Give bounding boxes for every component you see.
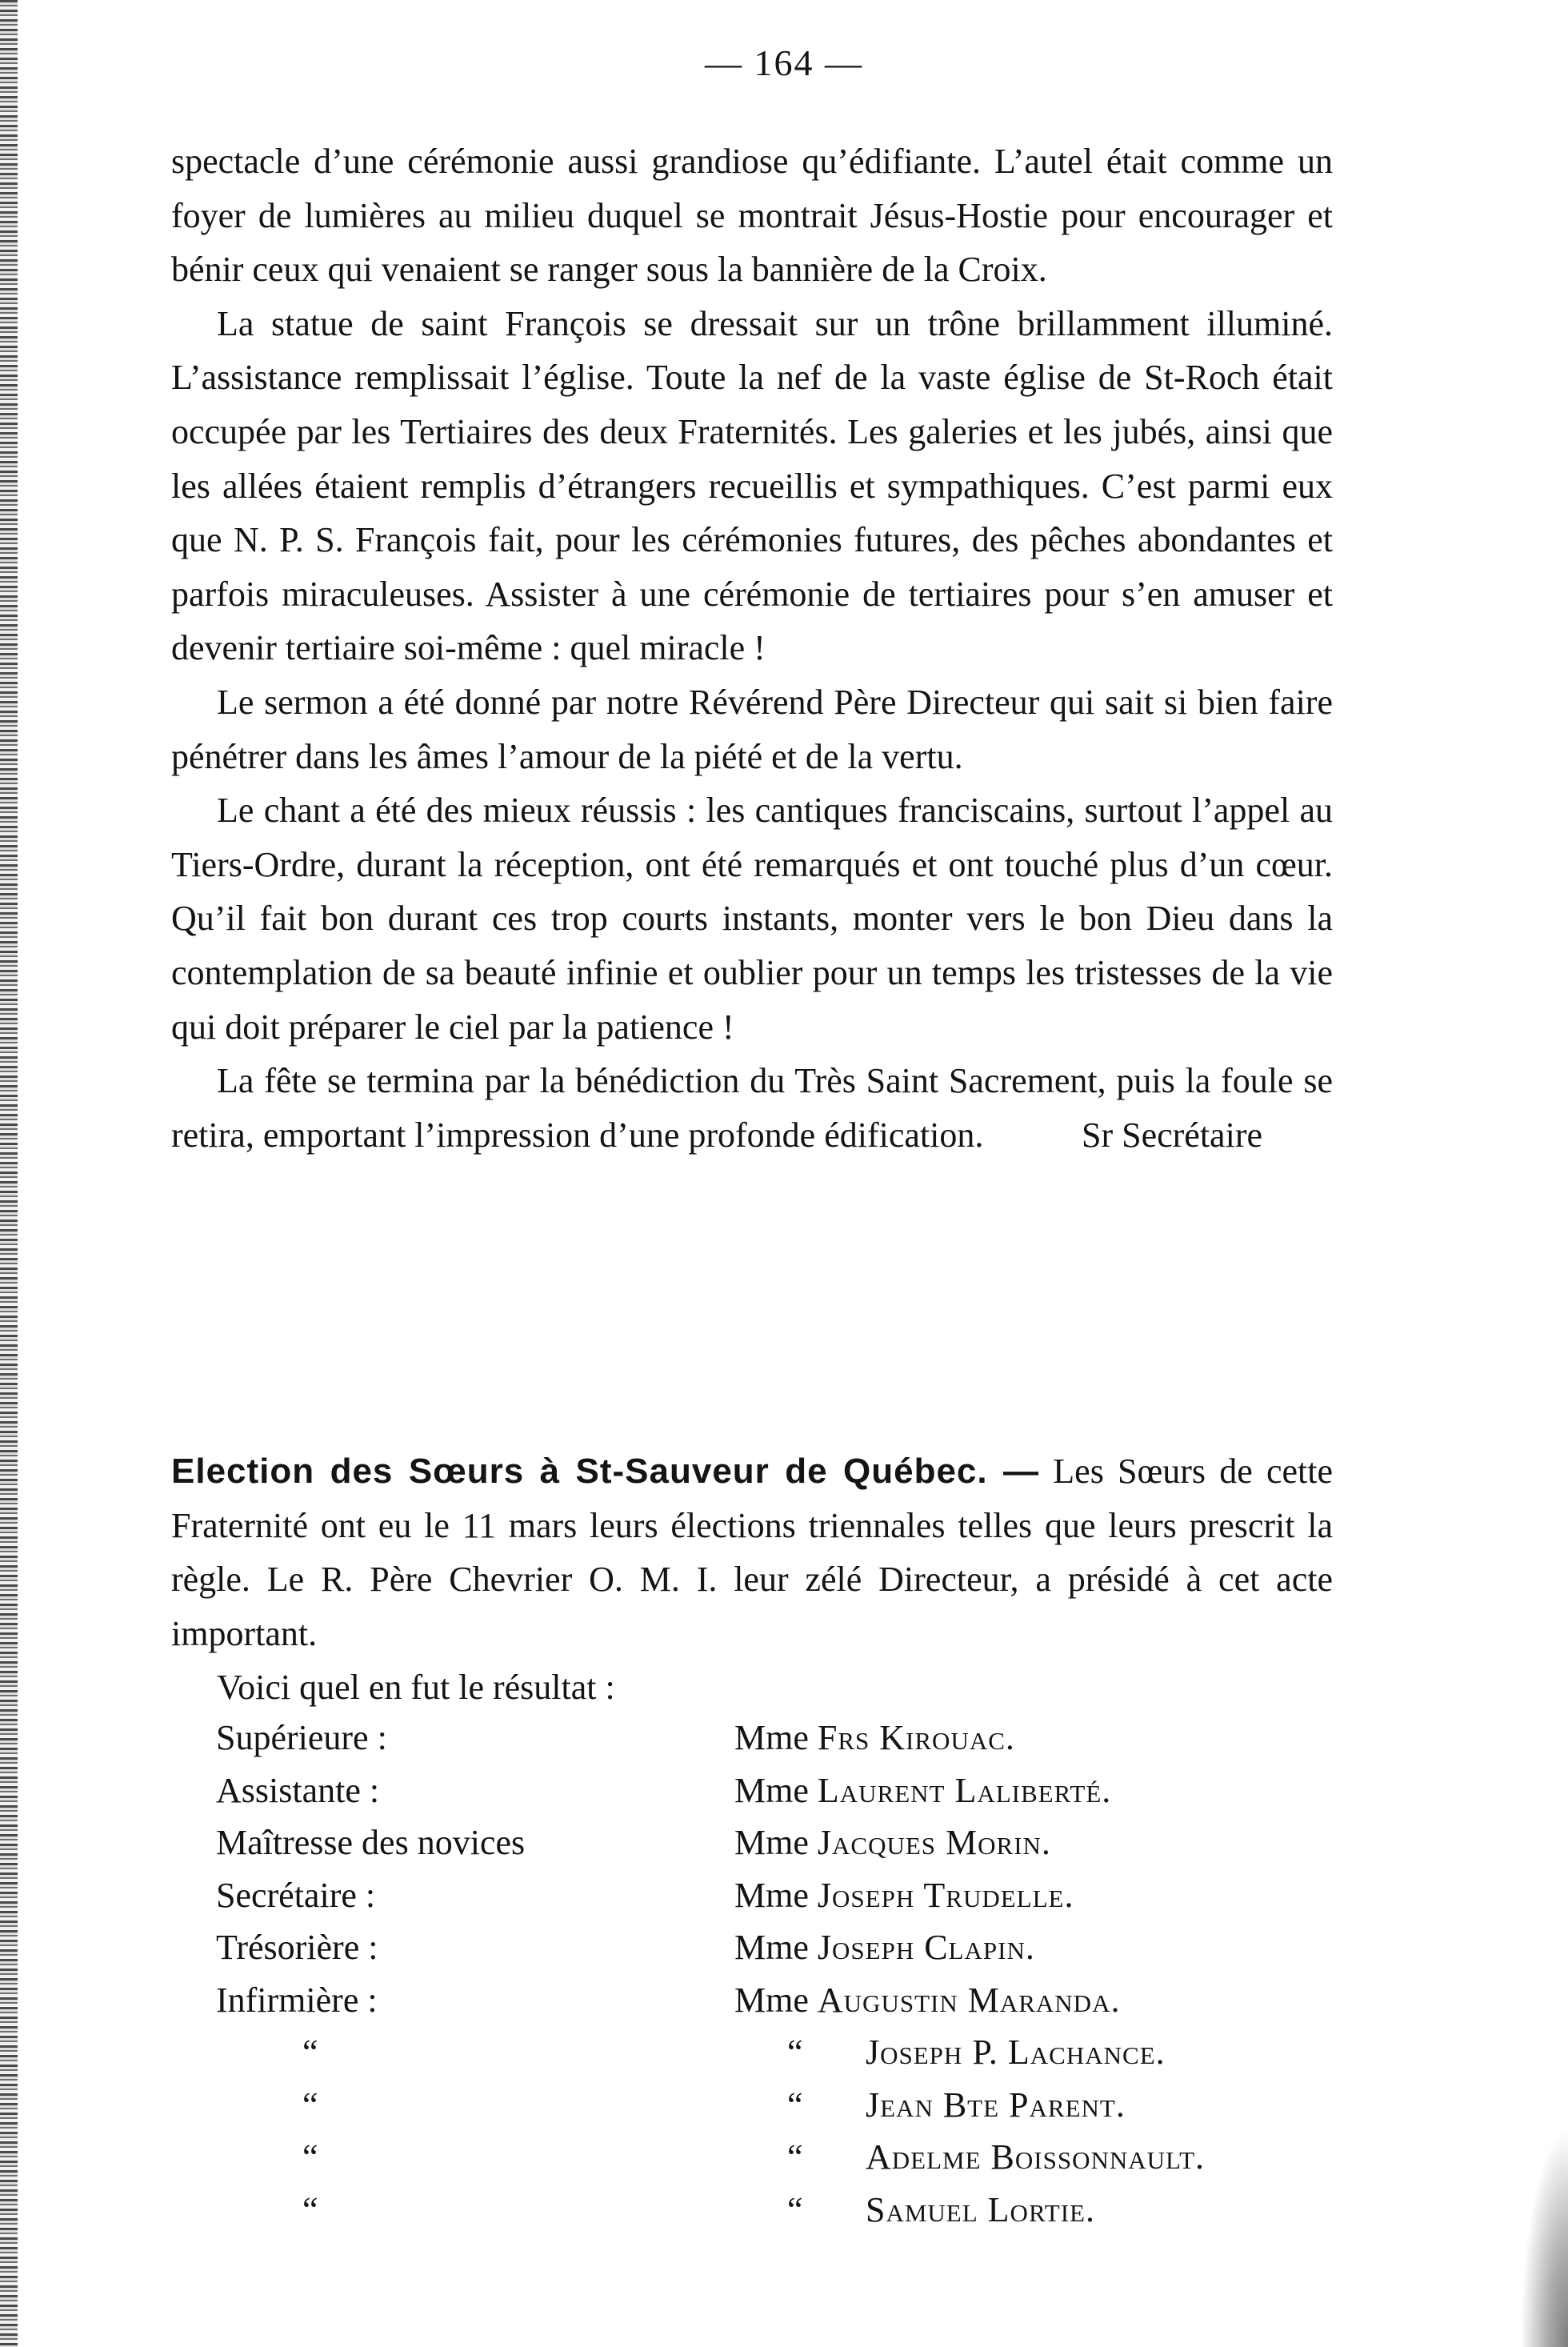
- officer-row: [216, 1816, 1376, 1869]
- officer-name: Augustin Maranda.: [817, 1980, 1121, 2020]
- ditto-mark-left: “: [302, 2189, 318, 2229]
- ditto-row: [216, 2184, 1376, 2237]
- officer-entry: [734, 1816, 1051, 1869]
- officer-entry: [734, 1974, 1120, 2027]
- officer-entry: [734, 1712, 1015, 1764]
- officer-prefix: Mme: [734, 1770, 809, 1810]
- ditto-mark-right: “: [787, 2137, 803, 2177]
- officer-entry: [734, 1921, 1035, 1974]
- page-binding-edge: [0, 0, 18, 2347]
- officer-name: Adelme Boissonnault.: [866, 2137, 1206, 2177]
- ditto-mark-right: “: [787, 2033, 803, 2072]
- paragraph: Le chant a été des mieux réussis : les cantiques franciscains, surtout l’appel au Tiers-Ordre, durant la réception, ont été remarqués et ont touché plus d’un cœur. Qu’il fait bon durant ces trop courts instants, monter vers le bon Dieu dans la contemplation de sa beauté infinie et oublier pour un temps les tristesses de la vie qui doit préparer le ciel par la patience !: [171, 791, 1333, 1047]
- officer-prefix: Mme: [734, 1823, 809, 1862]
- ditto-mark-right: “: [787, 2085, 803, 2125]
- section-body: Les Sœurs de cette Fraternité ont eu le 11 mars leurs élections triennales telles que leurs prescrit la règle. Le R. Père Chevrier O. M. I. leur zélé Directeur, a présidé à cet acte important.: [171, 1452, 1334, 1653]
- body-text: [171, 134, 1333, 1162]
- officer-prefix: Mme: [734, 1718, 809, 1757]
- signature: Sr Secrétaire: [1082, 1115, 1262, 1155]
- paragraph-text: La fête se termina par la bénédiction du Très Saint Sacrement, puis la foule se retira, emportant l’impression d’une profonde édification.: [171, 1061, 1333, 1155]
- officer-role: Assistante :: [216, 1770, 380, 1810]
- officer-role: Maîtresse des novices: [216, 1823, 526, 1862]
- paragraph-closing: [171, 1054, 1333, 1162]
- officer-name: Laurent Laliberté.: [817, 1770, 1112, 1810]
- officer-prefix: Mme: [734, 1980, 809, 2020]
- ditto-row: [216, 2131, 1376, 2184]
- officer-entry: [734, 1869, 1074, 1922]
- paragraph: spectacle d’une cérémonie aussi grandiose qu’édifiante. L’autel était comme un foyer de lumières au milieu duquel se montrait Jésus-Hostie pour encourager et bénir ceux qui venaient se ranger sous la bannière de la Croix.: [171, 142, 1333, 290]
- officer-name: Joseph Trudelle.: [817, 1875, 1074, 1915]
- officers-list: [216, 1712, 1376, 2236]
- officer-name: Jean Bte Parent.: [866, 2085, 1126, 2125]
- officer-name: Joseph Clapin.: [817, 1928, 1035, 1967]
- paragraph: La statue de saint François se dressait sur un trône brillamment illuminé. L’assistance remplissait l’église. Toute la nef de la vaste église de St-Roch était occupée par les Tertiaires des deux Fraternités. Les galeries et les jubés, ainsi que les allées étaient remplis d’étrangers recueillis et sympathiques. C’est parmi eux que N. P. S. François fait, pour les cérémonies futures, des pêches abondantes et parfois miraculeuses. Assister à une cérémonie de tertiaires pour s’en amuser et devenir tertiaire soi-même : quel miracle !: [171, 303, 1333, 668]
- ditto-mark-left: “: [302, 2137, 318, 2177]
- officer-name: Joseph P. Lachance.: [866, 2033, 1166, 2072]
- election-section: [171, 1444, 1333, 1715]
- officer-role: Trésorière :: [216, 1928, 378, 1967]
- officer-row: [216, 1921, 1376, 1974]
- officer-row: [216, 1712, 1376, 1764]
- ditto-row: [216, 2026, 1376, 2079]
- officer-name: Samuel Lortie.: [866, 2189, 1095, 2229]
- officer-entry: [734, 1764, 1111, 1817]
- officer-role: Infirmière :: [216, 1980, 378, 2020]
- ditto-mark-left: “: [302, 2085, 318, 2125]
- officer-row: [216, 1974, 1376, 2027]
- officer-name: Frs Kirouac.: [817, 1718, 1015, 1757]
- page-number: — 164 —: [705, 42, 863, 83]
- officer-role: Secrétaire :: [216, 1875, 376, 1915]
- officer-prefix: Mme: [734, 1875, 809, 1915]
- officer-row: [216, 1764, 1376, 1817]
- officer-prefix: Mme: [734, 1928, 809, 1967]
- ditto-mark-left: “: [302, 2033, 318, 2072]
- ditto-mark-right: “: [787, 2189, 803, 2229]
- ditto-row: [216, 2079, 1376, 2132]
- officer-role: Supérieure :: [216, 1718, 387, 1757]
- page-corner-shadow: [1520, 2129, 1568, 2347]
- officer-row: [216, 1869, 1376, 1922]
- paragraph: Le sermon a été donné par notre Révérend Père Directeur qui sait si bien faire pénétrer dans les âmes l’amour de la piété et de la vertu.: [171, 682, 1333, 776]
- officer-name: Jacques Morin.: [817, 1823, 1051, 1862]
- results-intro: Voici quel en fut le résultat :: [217, 1668, 615, 1708]
- section-heading: Election des Sœurs à St-Sauveur de Québec. —: [171, 1452, 1040, 1491]
- section-heading-paragraph: [171, 1444, 1333, 1660]
